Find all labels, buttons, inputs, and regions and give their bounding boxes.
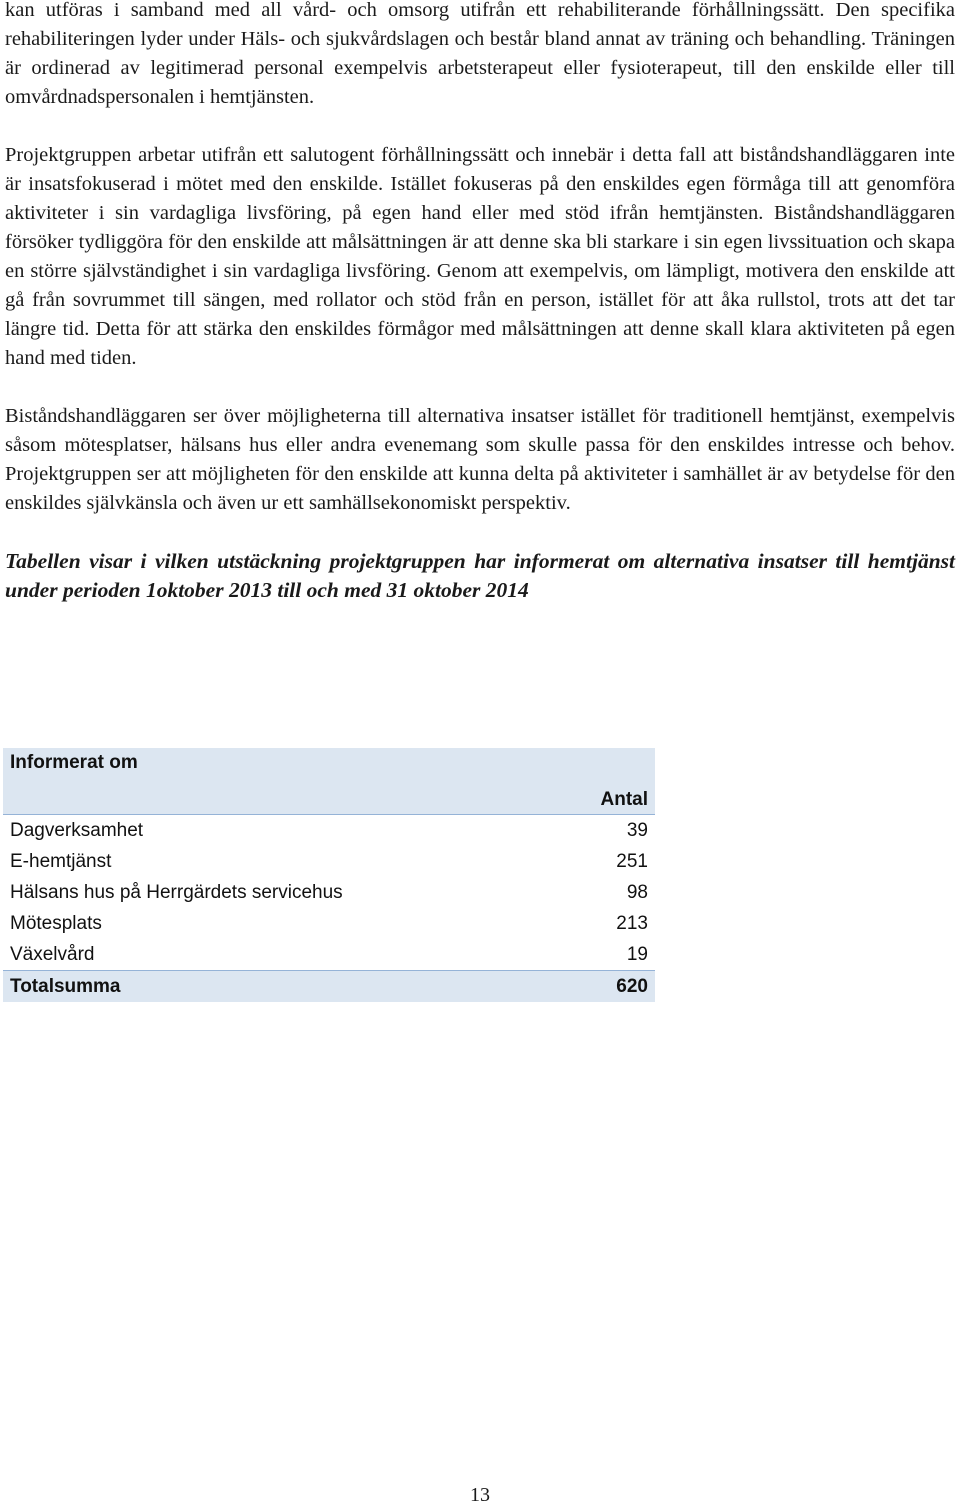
row-label: Växelvård: [10, 943, 95, 965]
column-header-informerat-om: Informerat om: [3, 748, 655, 785]
table-caption: Tabellen visar i vilken utstäckning projektgruppen har informerat om alternativa insatser till hemtjänst under perioden 1oktober 2013 till och med 31 oktober 2014: [5, 549, 955, 602]
page-number: 13: [470, 1484, 490, 1506]
table-row: [3, 939, 655, 971]
row-label: Hälsans hus på Herrgärdets servicehus: [10, 881, 343, 903]
row-label: Mötesplats: [10, 912, 102, 934]
table-header-row-label: [3, 748, 655, 785]
row-value: 19: [626, 943, 648, 965]
row-value: 39: [626, 819, 648, 841]
row-label: E-hemtjänst: [10, 850, 112, 872]
data-table: [3, 748, 655, 1002]
document-page: [5, 0, 955, 605]
row-value: 251: [616, 850, 648, 872]
total-value: 620: [579, 971, 655, 1003]
paragraph-alternative-services: Biståndshandläggaren ser över möjligheterna till alternativa insatser istället för traditionell hemtjänst, exempelvis såsom mötesplatser, hälsans hus eller andra evenemang som skulle passa för den enskildes intresse och behov. Projektgruppen ser att möjligheten för den enskilde att kunna delta på aktiviteter i samhället är av betydelse för den enskildes självkänsla och även ur ett samhällsekonomiskt perspektiv.: [5, 405, 955, 514]
table-row: [3, 908, 655, 939]
table-row: [3, 846, 655, 877]
table-row: [3, 815, 655, 847]
informed-services-table: [3, 748, 655, 1002]
row-value: 213: [616, 912, 648, 934]
table-header-row-value: [3, 785, 655, 815]
column-header-antal: Antal: [3, 785, 655, 815]
table-total-row: [3, 971, 655, 1003]
total-label: Totalsumma: [3, 971, 579, 1003]
paragraph-salutogenic-approach: Projektgruppen arbetar utifrån ett salutogent förhållningssätt och innebär i detta fall att biståndshandläggaren inte är insatsfokuserad i mötet med den enskilde. Istället fokuseras på den enskildes egen förmåga till att genomföra aktiviteter i sin vardagliga livsföring, på egen hand eller med stöd ifrån hemtjänsten. Biståndshandläggaren försöker tydliggöra för den enskilde att målsättningen är att denne ska bli starkare i sin egen livssituation och skapa en större självständighet i sin vardagliga livsföring. Genom att exempelvis, om lämpligt, motivera den enskilde att gå från sovrummet till sängen, med rollator och stöd från en person, istället för att åka rullstol, trots att det tar längre tid. Detta för att stärka den enskildes förmågor med målsättningen att denne skall klara aktiviteten på egen hand med tiden.: [5, 144, 955, 369]
row-value: 98: [626, 881, 648, 903]
row-label: Dagverksamhet: [10, 819, 144, 841]
table-row: [3, 877, 655, 908]
paragraph-rehabilitation: kan utföras i samband med all vård- och omsorg utifrån ett rehabiliterande förhållningssätt. Den specifika rehabiliteringen lyder under Häls- och sjukvårdslagen och består bland annat av träning och behandling. Träningen är ordinerad av legitimerad personal exempelvis arbetsterapeut eller fysioterapeut, till den enskilde eller till omvårdnadspersonalen i hemtjänsten.: [5, 0, 955, 108]
